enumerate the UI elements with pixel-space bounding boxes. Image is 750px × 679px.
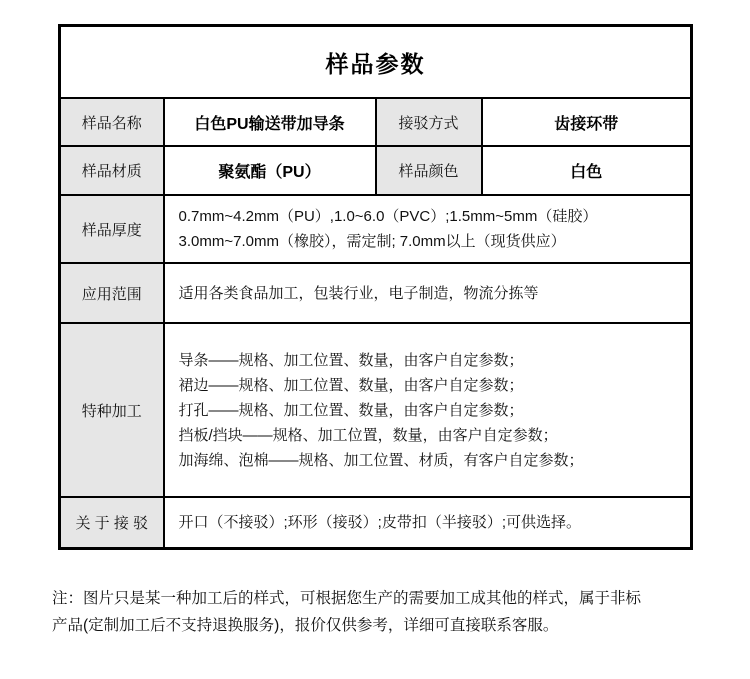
table-title: 样品参数 (60, 26, 692, 99)
footer-note (52, 585, 707, 639)
footer-note-line-2: 产品(定制加工后不支持退换服务)，报价仅供参考，详细可直接联系客服。 (52, 617, 559, 634)
special-line-4: 挡板/挡块——规格、加工位置，数量，由客户自定参数； (178, 426, 558, 444)
sample-material-value: 聚氨酯（PU） (164, 146, 376, 195)
sample-parameters-table (58, 24, 693, 550)
special-line-3: 打孔——规格、加工位置、数量，由客户自定参数； (178, 401, 524, 419)
about-joint-label: 关 于 接 驳 (60, 497, 164, 548)
sample-material-label: 样品材质 (60, 146, 164, 195)
title-row (60, 26, 692, 99)
row-thickness (60, 195, 692, 263)
thickness-line-1: 0.7mm~4.2mm（PU）,1.0~6.0（PVC）;1.5mm~5mm（硅胶） (178, 208, 598, 225)
application-label: 应用范围 (60, 263, 164, 323)
joint-method-label: 接驳方式 (376, 98, 482, 146)
special-line-5: 加海绵、泡棉——规格、加工位置、材质，有客户自定参数； (178, 451, 584, 469)
special-line-2: 裙边——规格、加工位置、数量，由客户自定参数； (178, 376, 524, 394)
thickness-value (164, 195, 692, 263)
special-processing-label: 特种加工 (60, 323, 164, 497)
thickness-line-2: 3.0mm~7.0mm（橡胶），需定制; 7.0mm以上（现货供应） (178, 233, 566, 250)
special-processing-value (164, 323, 692, 497)
row-application (60, 263, 692, 323)
row-about-joint (60, 497, 692, 548)
special-line-1: 导条——规格、加工位置、数量，由客户自定参数； (178, 351, 524, 369)
sample-name-label: 样品名称 (60, 98, 164, 146)
row-name-joint (60, 98, 692, 146)
application-value: 适用各类食品加工，包装行业，电子制造，物流分拣等 (164, 263, 692, 323)
row-material-color (60, 146, 692, 195)
sample-name-value: 白色PU输送带加导条 (164, 98, 376, 146)
thickness-label: 样品厚度 (60, 195, 164, 263)
footer-note-line-1: 注：图片只是某一种加工后的样式，可根据您生产的需要加工成其他的样式，属于非标 (52, 590, 642, 607)
about-joint-value: 开口（不接驳）;环形（接驳）;皮带扣（半接驳）;可供选择。 (164, 497, 692, 548)
sample-color-value: 白色 (482, 146, 692, 195)
row-special-processing (60, 323, 692, 497)
sample-color-label: 样品颜色 (376, 146, 482, 195)
joint-method-value: 齿接环带 (482, 98, 692, 146)
